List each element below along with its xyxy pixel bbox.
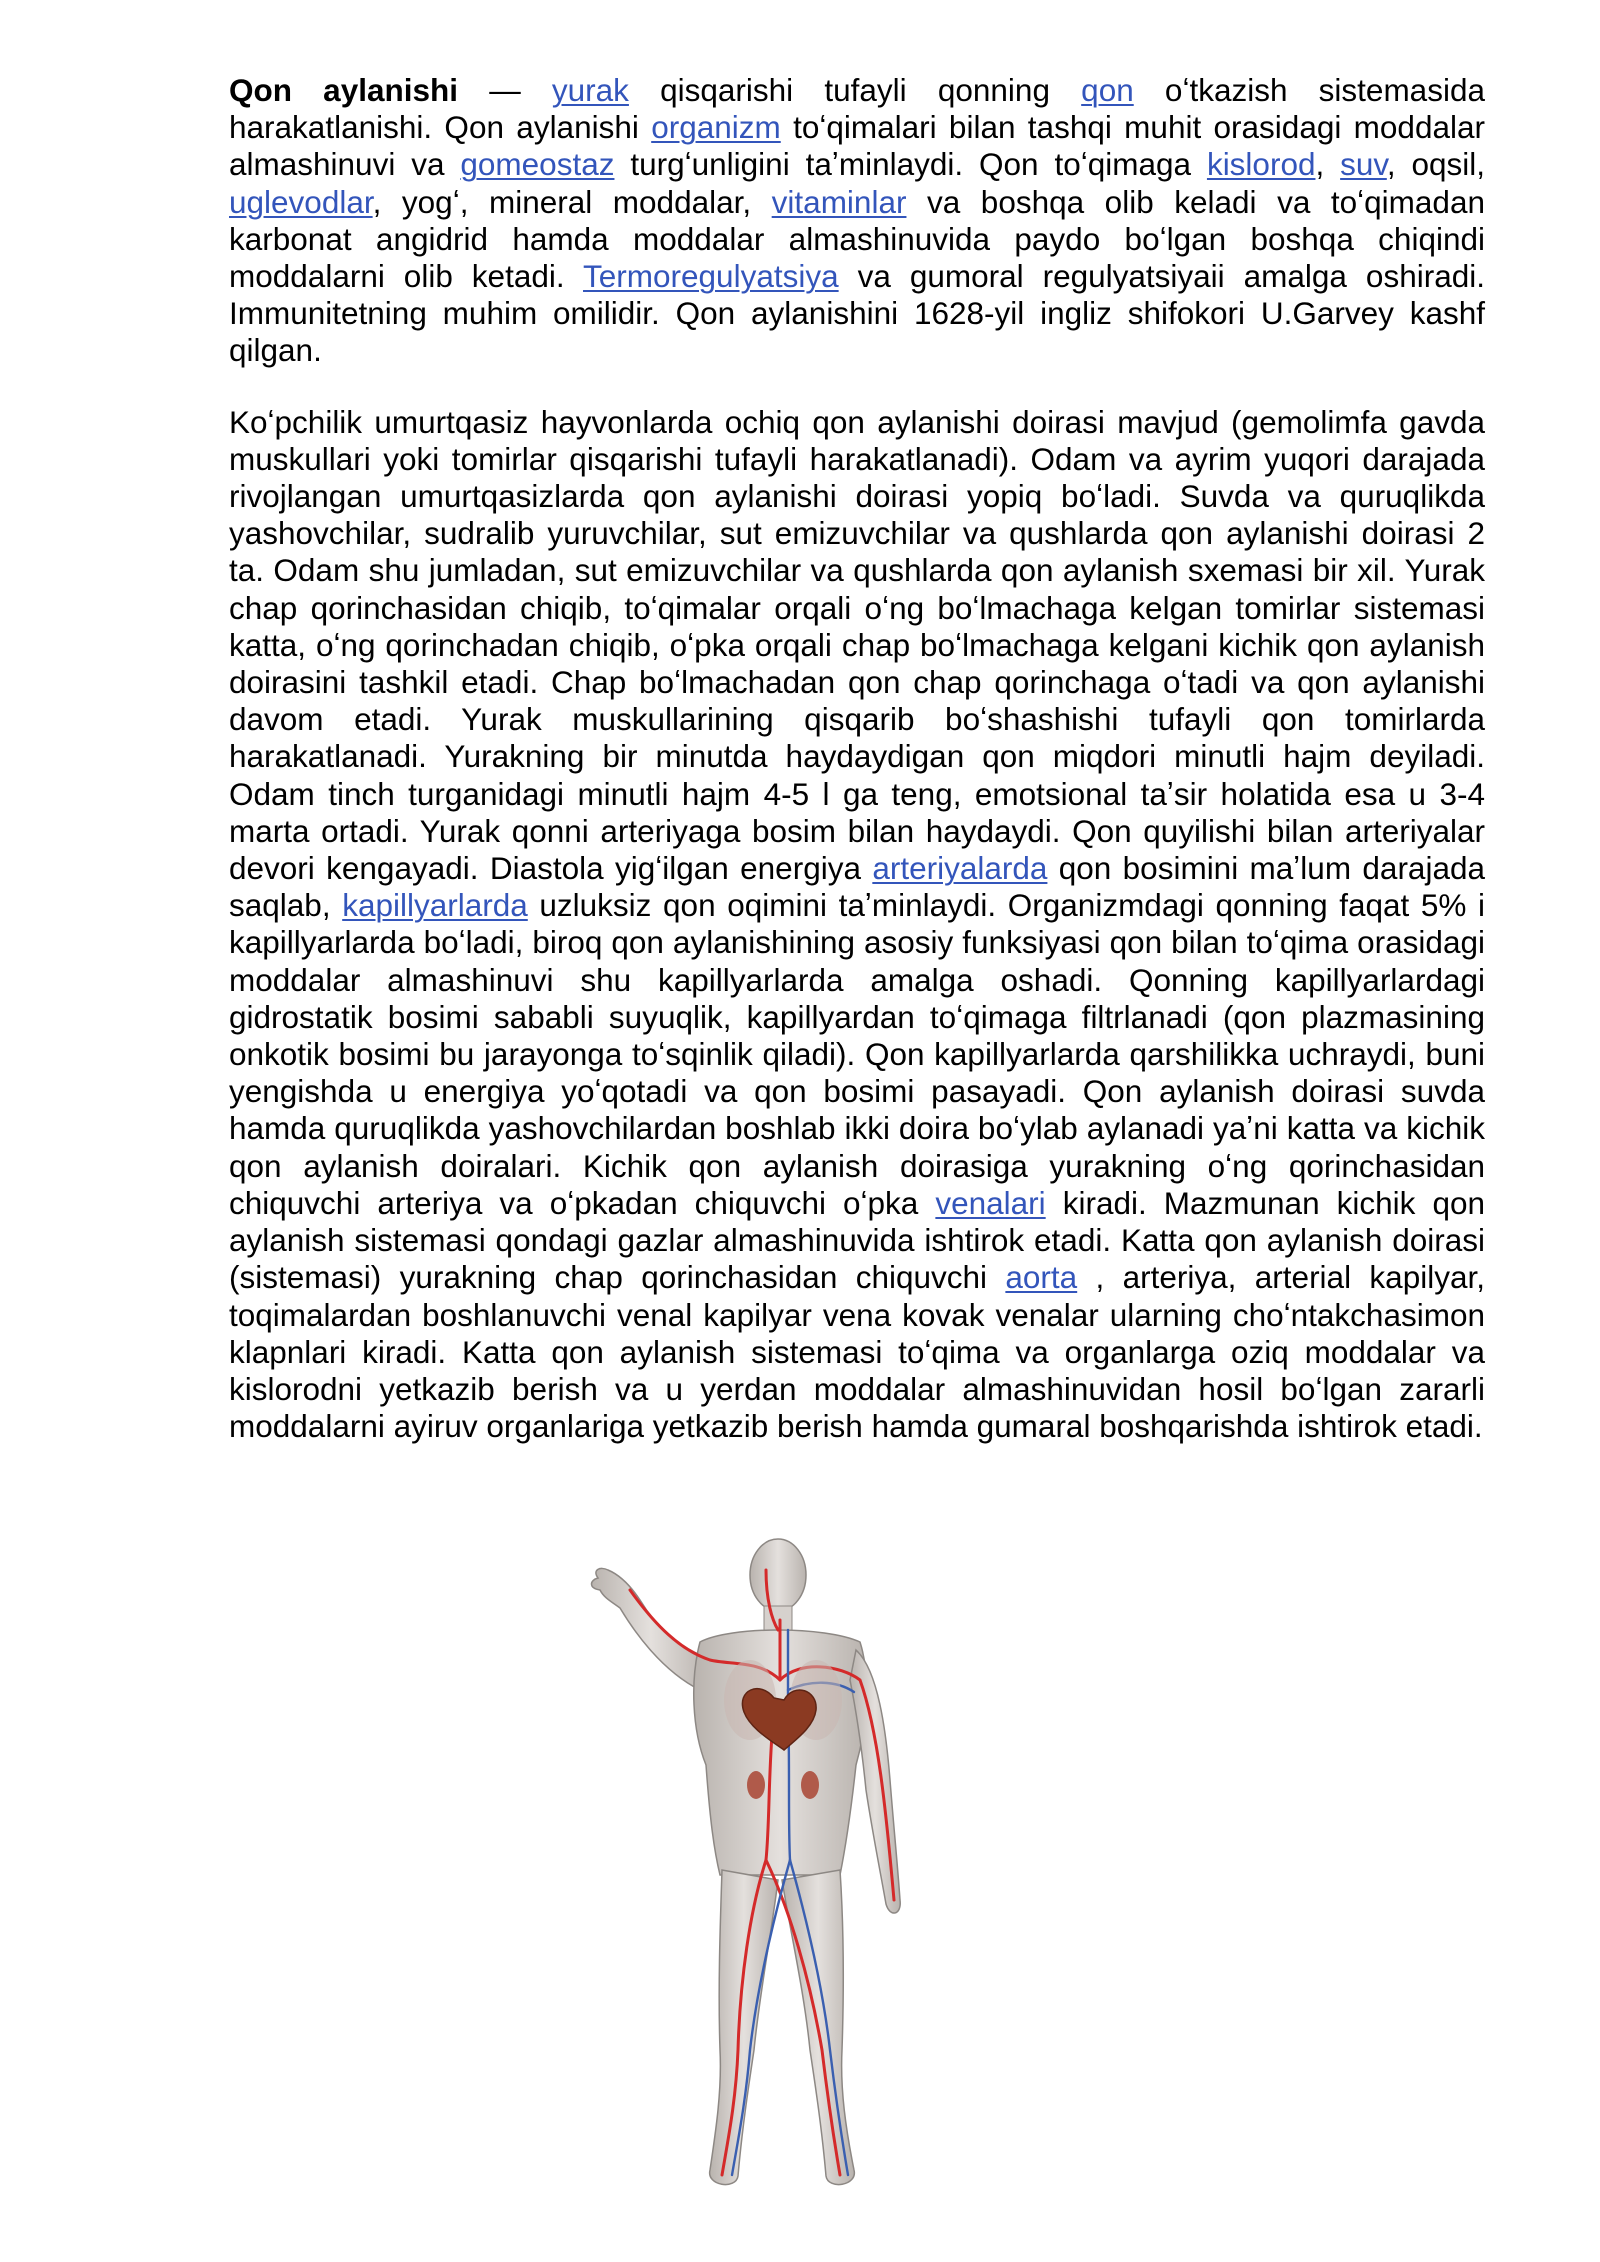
- text-run: , yogʻ, mineral moddalar,: [372, 183, 772, 220]
- text-run: Koʻpchilik umurtqasiz hayvonlarda ochiq qon aylanishi doirasi mavjud (gemolimfa gavda muskullari yoki tomirlar qisqarishi tufayli harakatlanadi). Odam va ayrim yuqori darajada rivojlangan umurtqasizlarda qon aylanishi doirasi yopiq boʻladi. Suvda va quruqlikda yashovchilar, sudralib yuruvchilar, sut emizuvchilar va qushlarda qon aylanishi doirasi 2 ta. Odam shu jumladan, sut emizuvchilar va qushlarda qon aylanish sxemasi bir xil. Yurak chap qorinchasidan chiqib, toʻqimalar orqali oʻng boʻlmachaga kelgan tomirlar sistemasi katta, oʻng qorinchadan chiqib, oʻpka orqali chap boʻlmachaga kelgani kichik qon aylanish doirasini tashkil etadi. Chap boʻlmachadan qon chap qorinchaga oʻtadi va qon aylanishi davom etadi. Yurak muskullarining qisqarib boʻshashishi tufayli qon tomirlarda harakatlanadi. Yurakning bir minutda haydaydigan qon miqdori minutli hajm deyiladi. Odam tinch turganidagi minutli hajm 4-5 l ga teng, emotsional taʼsir holatida esa u 3-4 marta ortadi. Yurak qonni arteriyaga bosim bilan haydaydi. Qon quyilishi bilan arteriyalar devori kengayadi. Diastola yigʻilgan energiya: [229, 403, 1485, 887]
- link-qon[interactable]: qon: [1081, 72, 1134, 108]
- link-yurak[interactable]: yurak: [551, 72, 629, 108]
- text-run: toʻqimalari bilan tashqi muhit orasidagi moddalar almashinuvi va: [229, 109, 1485, 183]
- circulatory-system-figure: [560, 1530, 980, 2200]
- link-organizm[interactable]: organizm: [651, 109, 781, 146]
- link-termoregulyatsiya[interactable]: Termoregulyatsiya: [583, 258, 839, 295]
- head-shape: [750, 1539, 806, 1611]
- article-term: Qon aylanishi: [229, 72, 458, 108]
- text-run: qon bosimini maʼlum darajada saqlab,: [229, 850, 1486, 924]
- text-run: uzluksiz qon oqimini taʼminlaydi. Organizmdagi qonning faqat 5% i kapillyarlarda boʻladi, biroq qon aylanishining asosiy funksiyasi qon bilan toʻqima orasidagi moddalar almashinuvi shu kapillyarlarda amalga oshadi. Qonning kapillyarlardagi gidrostatik bosimi sababli suyuqlik, kapillyardan toʻqimaga filtrlanadi (qon plazmasining onkotik bosimi bu jarayonga toʻsqinlik qiladi). Qon kapillyarlarda qarshilikka uchraydi, buni yengishda u energiya yoʻqotadi va qon bosimi pasayadi. Qon aylanish doirasi suvda hamda quruqlikda yashovchilardan boshlab ikki doira boʻylab aylanadi yaʼni katta va kichik qon aylanish doiralari. Kichik qon aylanish doirasiga yurakning oʻng qorinchasidan chiquvchi arteriya va oʻpkadan chiquvchi oʻpka: [229, 887, 1485, 1221]
- left-leg-shape: [710, 1870, 778, 2185]
- document-page: [229, 72, 1485, 1445]
- link-venalari[interactable]: venalari: [935, 1184, 1046, 1221]
- text-run: , arteriya, arterial kapilyar, toqimalardan boshlanuvchi venal kapilyar vena kovak venalar ularning choʻntakchasimon klapnlari kiradi. Katta qon aylanish sistemasi toʻqima va organlarga oziq moddalar va kislorodni yetkazib berish va u yerdan moddalar almashinuvidan hosil boʻlgan zararli moddalarni ayiruv organlariga yetkazib berish hamda gumaral boshqarishda ishtirok etadi.: [229, 1259, 1485, 1445]
- right-kidney-shape: [801, 1771, 819, 1799]
- text-run: oʻtkazish sistemasida harakatlanishi. Qon aylanishi: [229, 72, 1485, 146]
- left-kidney-shape: [747, 1771, 765, 1799]
- paragraph-intro: [229, 72, 1485, 370]
- text-run: —: [458, 72, 552, 108]
- link-uglevodlar[interactable]: uglevodlar: [229, 183, 373, 220]
- text-run: va boshqa olib keladi va toʻqimadan karbonat angidrid hamda moddalar almashinuvida paydo boʻlgan boshqa chiqindi moddalarni olib ketadi.: [229, 183, 1485, 295]
- link-kapillyarlarda[interactable]: kapillyarlarda: [342, 887, 528, 924]
- link-aorta[interactable]: aorta: [1005, 1259, 1078, 1296]
- text-run: kiradi. Mazmunan kichik qon aylanish sistemasi qondagi gazlar almashinuvida ishtirok etadi. Katta qon aylanish doirasi (sistemasi) yurakning chap qorinchasidan chiquvchi: [229, 1184, 1485, 1296]
- text-run: ,: [1315, 146, 1341, 183]
- link-suv[interactable]: suv: [1340, 146, 1387, 183]
- raised-arm-shape: [592, 1568, 711, 1690]
- text-run: va gumoral regulyatsiyaii amalga oshiradi. Immunitetning muhim omilidir. Qon aylanishini 1628-yil ingliz shifokori U.Garvey kashf qilgan.: [229, 258, 1485, 369]
- link-gomeostaz[interactable]: gomeostaz: [460, 146, 615, 183]
- text-run: turgʻunligini taʼminlaydi. Qon toʻqimaga: [614, 146, 1207, 183]
- link-vitaminlar[interactable]: vitaminlar: [771, 183, 907, 220]
- human-body-circulation-icon: [560, 1530, 980, 2200]
- link-kislorod[interactable]: kislorod: [1206, 146, 1316, 183]
- link-arteriyalarda[interactable]: arteriyalarda: [872, 850, 1048, 887]
- text-run: qisqarishi tufayli qonning: [628, 72, 1082, 108]
- text-run: , oqsil,: [1386, 146, 1485, 183]
- paragraph-details: [229, 404, 1485, 1446]
